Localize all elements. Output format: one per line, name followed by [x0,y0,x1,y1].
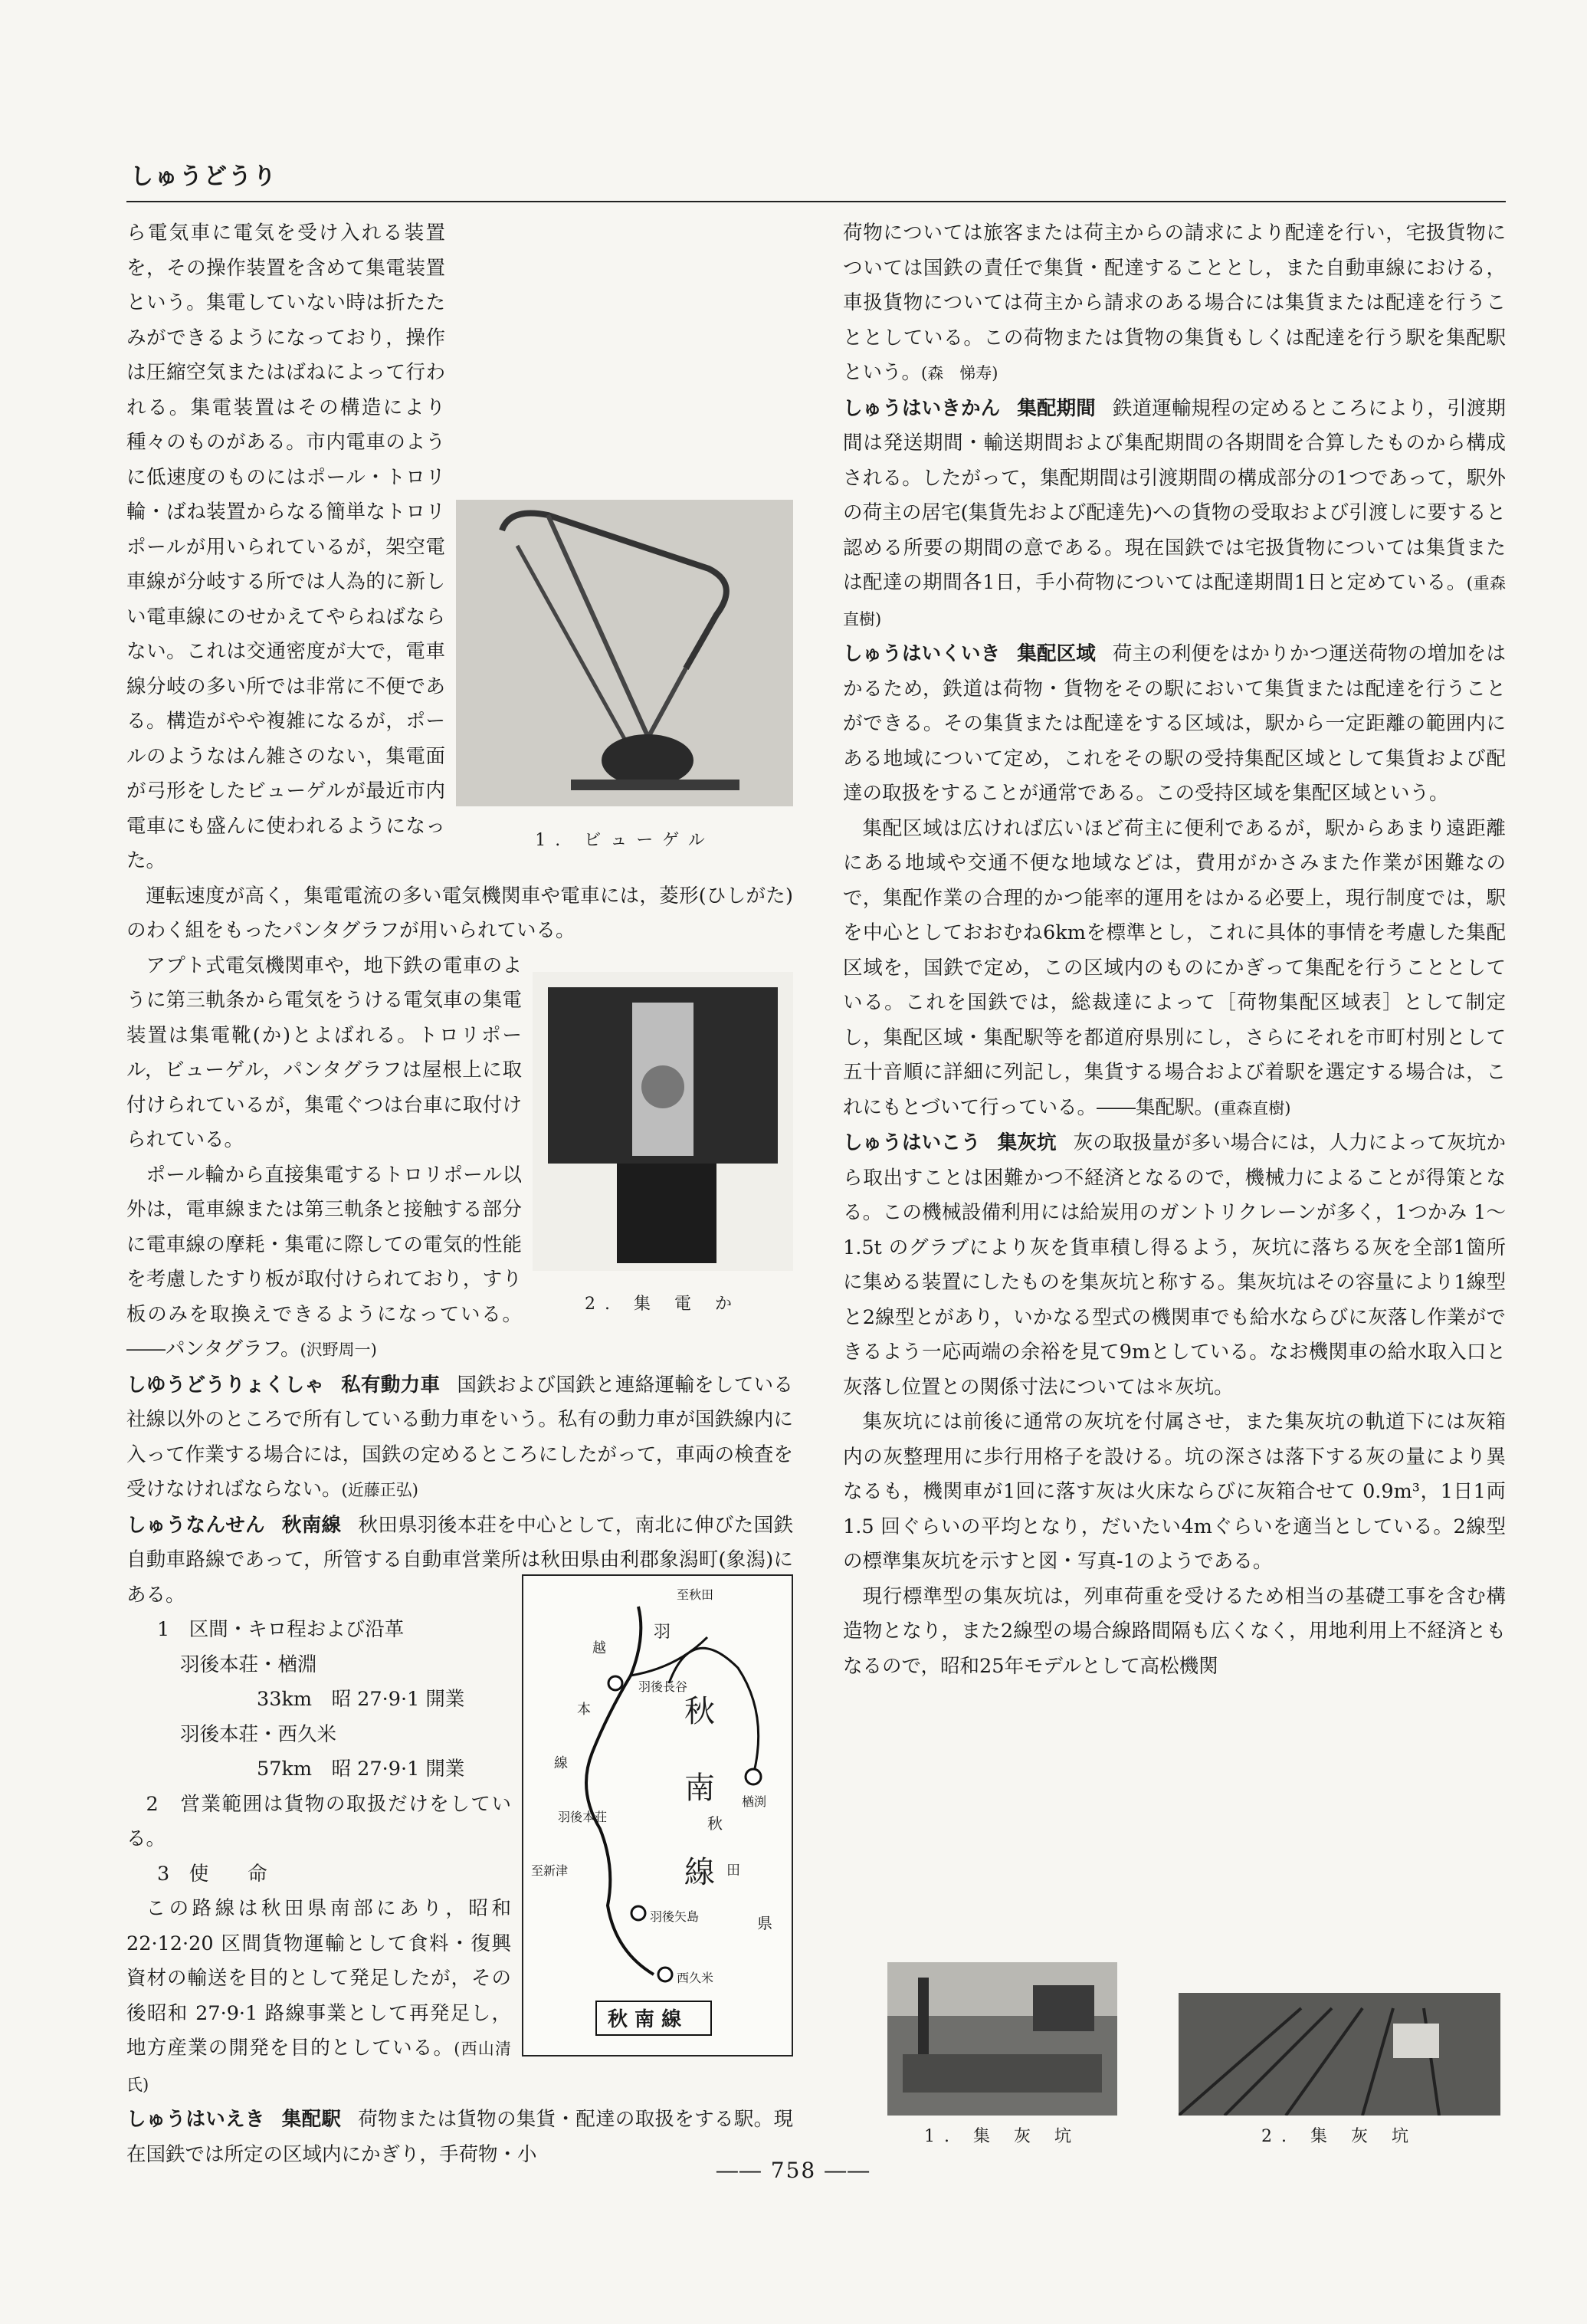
ash-pit-photo-2 [1179,1993,1500,2116]
page-number: ―― 758 ―― [716,2158,871,2183]
paragraph-text: ポール輪から直接集電するトロリポール以外は，電車線または第三軌条と接触する部分に電車線の摩耗・集電に際しての電気的性能を考慮したすり板が取付けられており，すり板のみを取換えできるようになっている。――パンタグラフ。 [126,1163,522,1361]
figure-caption: 2. 集 灰 坑 [1261,2127,1418,2146]
entry-body: 荷物または貨物の集貨・配達の取扱をする駅。現在国鉄では所定の区域内にかぎり，手荷物・小 [126,2108,793,2166]
route-row: 羽後本荘・西久米 [180,1722,337,1746]
intro-paragraph: ら電気車に電気を受け入れる装置を，その操作装置を含めて集電装置という。集電していない時は折たたみができるようになっており，操作は圧縮空気またはばねによって行われる。集電装置はその構造により種々のものがある。市内電車のように低速度のものにはポール・トロリ輪・ばね装置からなる簡単なトロリポールが用いられているが，架空電車線が分岐する所では人為的に新しい電車線にのせかえてやらねばならない。これは交通密度が大で，電車線分岐の多い所では非常に不便である。構造がやや複雑になるが，ポールのようなはん雑さのない，集電面が弓形をしたビューゲルが最近市内電車にも盛んに使われるようになった。 [126,222,445,872]
route-map [522,1574,793,2056]
entry-body: 国鉄および国鉄と連絡運輸をしている社線以外のところで所有している動力車をいう。私有の動力車が国鉄線内に入って作業する場合には，国鉄の定めるところにしたがって，車両の検査を受けなければならない。 [126,1373,793,1501]
figure-caption: 2. 集 電 か [585,1295,741,1314]
map-label: 線 [684,1855,715,1890]
entry-body: 秋田県羽後本荘を中心として，南北に伸びた国鉄自動車路線であって，所管する自動車営業所は秋田県由利郡象潟町(象潟)にある。 [126,1513,793,1607]
route-map-diagram [523,1576,792,2055]
entry-kana: しゅうはいえき [126,2108,265,2131]
map-label: 南 [684,1771,715,1806]
entry-shiyu-doryokusha [126,1368,793,1508]
entry-term: 私有動力車 [341,1373,441,1397]
section-heading: 1 区間・キロ程および沿革 [157,1618,405,1641]
map-label: 田 [726,1863,740,1879]
map-label: 本 [577,1702,591,1718]
route-row-detail: 57km 昭 27·9·1 開業 [257,1758,465,1781]
map-label: 羽 [654,1623,671,1642]
paragraph: 現行標準型の集灰坑は，列車荷重を受けるため相当の基礎工事を含む構造物となり，また2線型の場合線路間隔も広くなく，用地利用上不経済ともなるので，昭和25年モデルとして高松機関 [843,1584,1506,1678]
author: (近藤正弘) [341,1481,418,1499]
entry-body: 荷主の利便をはかりかつ運送荷物の増加をはかるため，鉄道は荷物・貨物をその駅において集貨または配達を行うことができる。その集貨または配達をする区域は，駅から一定距離の範囲内にある地域について定め，これをその駅の受持集配区域として集貨および配達の取扱をすることが通常である。この受持区域を集配区域という。 [843,642,1506,805]
left-column [126,216,793,2172]
paragraph-text: この路線は秋田県南部にあり，昭和 22·12·20 区間貨物運輸として食料・復興資材の輸送を目的として発足したが，その後昭和 27·9·1 路線事業として再発足し，地方産業の開発を目的としている。 [126,1897,511,2060]
map-label: 楢渕 [742,1794,767,1809]
figure-ash-pit-2 [1179,1993,1500,2147]
map-label: 羽後矢島 [650,1909,700,1924]
map-label: 至秋田 [677,1587,714,1602]
author: (重森直樹) [843,574,1506,629]
header-rule [126,201,1506,202]
entry-body: 鉄道運輸規程の定めるところにより，引渡期間は発送期間・輸送期間および集配期間の各期間を合算したものから構成される。したがって，集配期間は引渡期間の構成部分の1つであって，駅外の荷主の居宅(集貨先および配達先)への貨物の受取および引渡しに要すると認める所要の期間の意である。現在国鉄では宅扱貨物については集貨または配達の期間各1日，手小荷物については配達期間1日と定めている。 [843,396,1506,594]
section-paragraph: 2 営業範囲は貨物の取扱だけをしている。 [126,1792,511,1850]
figure-ash-pit-1 [887,1962,1117,2147]
figure-bugel [456,500,793,858]
map-label: 線 [554,1755,568,1771]
ash-pit-photo-1 [887,1962,1117,2116]
paragraph-text: 集配区域は広ければ広いほど荷主に便利であるが，駅からあまり遠距離にある地域や交通不便な地域などは，費用がかさみまた作業が困難なので，集配作業の合理的かつ能率的運用をはかる必要上，現行制度では，駅を中心としておおむね6kmを標準とし，これに具体的事情を考慮した集配区域を，国鉄で定め，この区域内のものにかぎって集配を行うこととしている。これを国鉄では，総裁達によって［荷物集配区域表］として制定し，集配区域・集配駅等を都道府県別にし，さらにそれを市町村別として五十音順に詳細に列記し，集貨する場合および着駅を選定する場合は，これにもとづいて行っている。――集配駅。 [843,816,1506,1119]
continued-paragraph [843,216,1506,392]
figure-caption: 1. 集 灰 坑 [924,2127,1080,2146]
entry-term: 集灰坑 [997,1131,1057,1154]
figure-caption: 1. ビューゲル [535,830,714,850]
map-label: 羽後長谷 [638,1679,688,1694]
entry-body: 灰の取扱量が多い場合には，人力によって灰坑から取出すことは困難かつ不経済となるので，機械力によることが得策となる。この機械設備利用には給炭用のガントリクレーンが多く，1つかみ 1～1.5t のグラブにより灰を貨車積し得るよう，灰坑に落ちる灰を全部1箇所に集める装置にしたものを集灰坑と称する。集灰坑はその容量により1線型と2線型とがあり，いかなる型式の機関車でも給水ならびに灰落し作業ができるよう一応両端の余裕を見て9mとしている。なお機関車の給水取入口と灰落し位置との関係寸法については＊灰坑。 [843,1131,1506,1399]
entry-term: 集配駅 [281,2108,342,2131]
paragraph: アプト式電気機関車や，地下鉄の電車のように第三軌条から電気をうける電気車の集電装置は集電靴(か)とよばれる。トロリポール，ビューゲル，パンタグラフは屋根上に取付けられているが，集電ぐつは台車に取付けられている。 [126,954,522,1151]
running-header: しゅうどうり [130,163,277,190]
paragraph: 運転速度が高く，集電電流の多い電気機関車や電車には，菱形(ひしがた)のわく組をもったパンタグラフが用いられている。 [126,884,793,942]
section-heading: 3 使 命 [157,1862,267,1886]
map-label: 県 [757,1914,772,1932]
bugel-photo [456,500,793,806]
author: (森 悌寿) [921,364,998,382]
entry-kana: しゅうはいくいき [843,642,1001,665]
entry-kana: しゅうなんせん [126,1513,265,1537]
author: (西山清氏) [126,2040,511,2094]
entry-shuhaikikan [843,392,1506,638]
entry-kana: しゅうはいきかん [843,396,1001,420]
map-label: 西久米 [677,1971,714,1985]
map-label: 秋 [707,1814,723,1833]
entry-kana: しゆうどうりょくしゃ [126,1373,325,1397]
route-row: 羽後本荘・楢淵 [180,1653,317,1676]
map-label: 越 [592,1640,606,1656]
author: (重森直樹) [1214,1098,1291,1118]
map-label: 至新津 [531,1863,569,1878]
entry-term: 秋南線 [281,1513,342,1537]
map-title: 秋 南 線 [608,2008,682,2031]
paragraph [843,812,1506,1127]
entry-term: 集配期間 [1017,396,1096,420]
figure-shoe [533,972,793,1322]
paragraph-text: 荷物については旅客または荷主からの請求により配達を行い，宅扱貨物については国鉄の責任で集貨・配達することとし，また自動車線における，車扱貨物については荷主から請求のある場合には集貨または配達を行うこととしている。この荷物または貨物の集貨もしくは配達を行う駅を集配駅という。 [843,222,1506,384]
route-row-detail: 33km 昭 27·9·1 開業 [257,1688,465,1711]
entry-shuhaiko [843,1126,1506,1405]
entry-term: 集配区域 [1017,642,1096,665]
entry-shuhaikuiki [843,637,1506,812]
entry-kana: しゅうはいこう [843,1131,981,1154]
right-column [843,216,1506,1684]
map-label: 羽後本荘 [558,1810,608,1824]
ash-pit-figures [887,1962,1500,2146]
map-label: 秋 [684,1694,715,1729]
paragraph: 集灰坑には前後に通常の灰坑を付属させ，また集灰坑の軌道下には灰箱内の灰整理用に歩行用格子を設ける。坑の深さは落下する灰の量により異なるも，機関車が1回に落す灰は火床ならびに灰箱合せて 0.9m³，1日1両 1.5 回ぐらいの平均となり，だいたい4mぐらいを適当としている。2線型の標準集灰坑を示すと図・写真-1のようである。 [843,1410,1506,1573]
shoe-photo [533,972,793,1271]
author: (沢野周一) [300,1341,377,1359]
